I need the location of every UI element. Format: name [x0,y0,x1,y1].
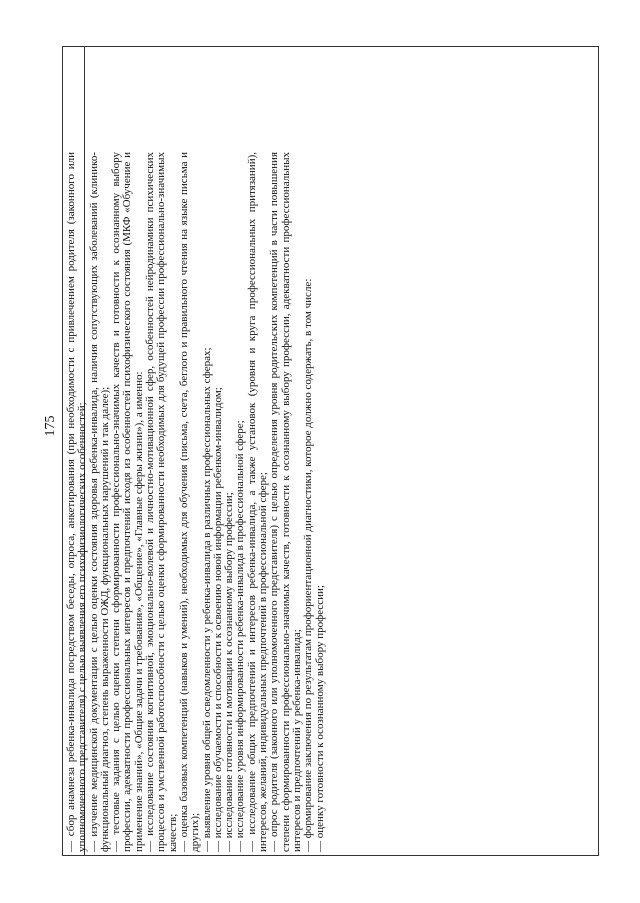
item-test-tasks: — тестовые задания с целью оценки степени сформированности профессионально-значимых качеств и готовности к осознанному выбору профессии, адекватности профессиональных интересов и предпочтений исходя из особенностей психофизического состояния (МКФ «Обучение и применение знаний», «Общие задачи и требования», «Общение», «Главные сферы жизни»), а именно: [110,152,145,852]
sub-item [145,152,179,852]
sub-item [247,152,270,852]
sub-item-text: — выявление уровня общей осведомленности у ребенка-инвалида в различных профессиональных сферах; [200,347,213,852]
sub-item [179,152,202,852]
sub-item-text: — исследование готовности и мотивации к осознанному выбору профессии; [223,492,236,852]
item-anamnesis: — сбор анамнеза ребенка-инвалида посредством беседы, опроса, анкетирования (при необходимости с привлечением родителя (законного или уполномоченного представителя) с целью выявления его психофизиологических особенностей; [65,152,89,852]
sub-item-text: — оценка базовых компетенций (навыков и умений), необходимых для обучения (письма, счета, беглого и правильного чтения на языке письма и других); [177,152,202,852]
item-medical-docs: — изучение медицинской документации с целью оценки состояния здоровья ребенка-инвалида, наличия сопутствующих заболеваний (клинико-функциональный диагноз, степень выраженности ОЖД, функциональных нарушений и так далее); [87,152,111,852]
page-number: 175 [43,415,58,437]
item-conclusion: — формирование заключения по результатам профориентационной диагностики, которое должно содержать, в том числе: [302,278,315,852]
sub-item-text: — исследование общих предпочтений и интересов ребенка-инвалида, а также установок (уровня и круга профессиональных притязаний), интересов, желаний, индивидуальных предпочтений в профессиональной сфере; [245,152,270,852]
sub-item-text: — исследование состояния когнитивной, эмоционально-волевой и личностно-мотивационной сфер, особенностей нейродинамики психических процессов и умственной работоспособности с целью оценки сформированности необходимых для будущей профессии профессионально-значимых качеств; [144,152,179,852]
item-parent-survey: — опрос родителя (законного или уполномоченного представителя) с целью определения уровня родительских компетенций в части повышения степени сформированности профессионально-значимых качеств, готовности к осознанному выбору профессии, адекватности профессиональных интересов и предпочтений у ребенка-инвалида; [268,152,303,852]
sub-item-text: — исследование уровня информированности ребенка-инвалида в профессиональной сфере; [234,420,247,852]
sub-item [315,152,326,852]
procedure-text [66,152,326,852]
rotated-text-cell [65,152,326,852]
sub-item-text: — исследование обучаемости и способности к освоению новой информации ребенком-инвалидом; [211,387,224,852]
sub-item-text: — оценку готовности к осознанному выбору профессии; [313,585,326,852]
